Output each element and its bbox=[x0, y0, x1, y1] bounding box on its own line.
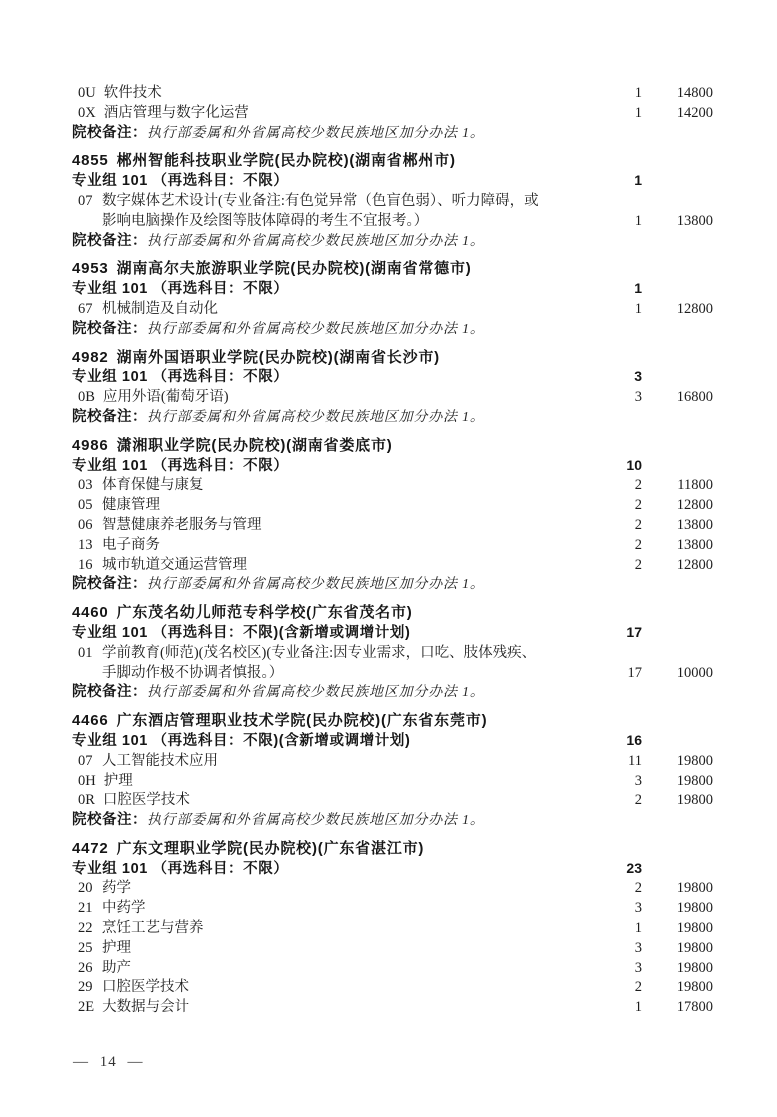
program-fee: 19800 bbox=[676, 920, 713, 937]
program-name: 机械制造及自动化 bbox=[102, 300, 218, 317]
school-code: 4982 bbox=[72, 348, 109, 366]
program-name: 口腔医学技术 bbox=[102, 792, 190, 809]
program-text bbox=[72, 496, 602, 516]
program-fee: 17800 bbox=[676, 999, 713, 1016]
program-text bbox=[72, 300, 602, 320]
program-plan: 2 bbox=[634, 556, 642, 573]
program-fee: 13800 bbox=[676, 212, 713, 229]
program-name: 软件技术 bbox=[103, 85, 162, 101]
program-row bbox=[72, 476, 713, 496]
program-row bbox=[72, 959, 713, 979]
program-row bbox=[72, 978, 713, 998]
program-row bbox=[72, 879, 713, 899]
program-row bbox=[72, 84, 713, 104]
school-section bbox=[72, 348, 713, 428]
major-group-label: 专业组 101 （再选科目：不限)(含新增或调增计划) bbox=[72, 732, 411, 749]
program-name: 智慧健康养老服务与管理 bbox=[102, 516, 262, 533]
program-code: 07 bbox=[78, 192, 93, 209]
program-name: 中药学 bbox=[102, 900, 146, 917]
program-code: 03 bbox=[78, 477, 93, 494]
program-code: 25 bbox=[78, 939, 93, 956]
program-text bbox=[72, 919, 602, 939]
school-section bbox=[72, 436, 713, 595]
major-group-label: 专业组 101 （再选科目：不限） bbox=[72, 281, 289, 298]
school-header bbox=[72, 711, 713, 731]
program-row bbox=[72, 791, 713, 811]
remark-label: 院校备注： bbox=[72, 408, 147, 425]
major-group-label: 专业组 101 （再选科目：不限)(含新增或调增计划) bbox=[72, 624, 411, 641]
program-fee: 11800 bbox=[677, 477, 713, 494]
program-code: 0B bbox=[78, 389, 95, 406]
remark bbox=[72, 124, 602, 144]
program-plan: 3 bbox=[634, 772, 642, 789]
major-group-row bbox=[72, 456, 713, 477]
remark bbox=[72, 408, 602, 428]
program-code: 06 bbox=[78, 516, 93, 533]
school-name: 潇湘职业学院(民办院校)(湖南省娄底市) bbox=[116, 436, 393, 454]
school-header bbox=[72, 839, 713, 859]
remark-text: 执行部委属和外省属高校少数民族地区加分办法 1。 bbox=[147, 125, 485, 141]
program-code: 29 bbox=[78, 979, 93, 996]
program-fee: 13800 bbox=[676, 516, 713, 533]
program-code: 0U bbox=[78, 85, 96, 101]
program-row bbox=[72, 664, 713, 684]
remark bbox=[72, 811, 602, 831]
school-section bbox=[72, 839, 713, 1018]
remark-text: 执行部委属和外省属高校少数民族地区加分办法 1。 bbox=[147, 233, 485, 249]
major-group-row bbox=[72, 279, 713, 300]
program-fee: 19800 bbox=[676, 939, 713, 956]
program-fee: 19800 bbox=[676, 959, 713, 976]
program-code: 2E bbox=[78, 999, 95, 1016]
remark-row bbox=[72, 408, 713, 428]
remark-text: 执行部委属和外省属高校少数民族地区加分办法 1。 bbox=[147, 409, 485, 425]
remark-row bbox=[72, 124, 713, 144]
program-text bbox=[72, 791, 602, 811]
major-group-row bbox=[72, 859, 713, 880]
program-fee: 19800 bbox=[676, 900, 713, 917]
school-name: 湖南外国语职业学院(民办院校)(湖南省长沙市) bbox=[116, 348, 440, 366]
program-text bbox=[72, 516, 602, 536]
program-name: 护理 bbox=[102, 939, 131, 956]
program-code: 67 bbox=[78, 300, 93, 317]
program-code: 0X bbox=[78, 104, 96, 121]
program-fee: 12800 bbox=[676, 497, 713, 514]
major-group-row bbox=[72, 367, 713, 388]
program-fee: 14200 bbox=[676, 104, 713, 121]
remark bbox=[72, 232, 602, 252]
school-header bbox=[72, 436, 713, 456]
program-text bbox=[72, 899, 602, 919]
admission-list bbox=[72, 84, 713, 1018]
program-name: 酒店管理与数字化运营 bbox=[103, 104, 249, 121]
program-row bbox=[72, 536, 713, 556]
remark-row bbox=[72, 683, 713, 703]
program-name: 影响电脑操作及绘图等肢体障碍的考生不宜报考。） bbox=[102, 212, 429, 229]
program-plan: 11 bbox=[628, 752, 642, 769]
group-plan-total: 1 bbox=[634, 172, 642, 189]
major-group-label: 专业组 101 （再选科目：不限） bbox=[72, 173, 289, 190]
school-name: 郴州智能科技职业学院(民办院校)(湖南省郴州市) bbox=[116, 152, 456, 170]
remark bbox=[72, 320, 602, 340]
remark-label: 院校备注： bbox=[72, 684, 147, 701]
program-plan: 2 bbox=[634, 497, 642, 514]
program-row bbox=[72, 192, 713, 212]
program-row bbox=[72, 388, 713, 408]
program-name: 护理 bbox=[103, 772, 133, 789]
remark-label: 院校备注： bbox=[72, 576, 147, 593]
program-text bbox=[72, 388, 602, 408]
program-code: 26 bbox=[78, 959, 93, 976]
group-plan-total: 16 bbox=[626, 731, 642, 748]
school-name: 广东茂名幼儿师范专科学校(广东省茂名市) bbox=[116, 604, 413, 622]
remark bbox=[72, 575, 602, 595]
program-plan: 2 bbox=[634, 792, 642, 809]
program-fee: 19800 bbox=[676, 752, 713, 769]
program-fee: 10000 bbox=[676, 664, 713, 681]
program-text bbox=[72, 644, 602, 664]
program-fee: 19800 bbox=[676, 880, 713, 897]
group-plan-total: 3 bbox=[634, 368, 642, 385]
program-name: 烹饪工艺与营养 bbox=[102, 920, 204, 937]
program-plan: 2 bbox=[634, 880, 642, 897]
program-name-continued bbox=[72, 664, 602, 684]
program-code: 21 bbox=[78, 900, 93, 917]
program-plan: 2 bbox=[634, 477, 642, 494]
program-code: 0H bbox=[78, 772, 96, 789]
remark-label: 院校备注： bbox=[72, 320, 147, 337]
program-text bbox=[72, 978, 602, 998]
program-code: 16 bbox=[78, 556, 93, 573]
program-name: 助产 bbox=[102, 959, 131, 976]
school-section bbox=[72, 259, 713, 339]
program-row bbox=[72, 939, 713, 959]
program-code: 07 bbox=[78, 752, 93, 769]
program-plan: 1 bbox=[634, 920, 642, 937]
program-plan: 1 bbox=[634, 212, 642, 229]
program-row bbox=[72, 998, 713, 1018]
major-group-row bbox=[72, 171, 713, 192]
program-code: 20 bbox=[78, 880, 93, 897]
program-name: 电子商务 bbox=[102, 536, 160, 553]
program-plan: 1 bbox=[634, 999, 642, 1016]
major-group-row bbox=[72, 623, 713, 644]
school-code: 4460 bbox=[72, 604, 109, 622]
program-text bbox=[72, 104, 602, 124]
school-name: 广东文理职业学院(民办院校)(广东省湛江市) bbox=[116, 839, 425, 857]
school-code: 4466 bbox=[72, 712, 109, 730]
group-plan-total: 1 bbox=[634, 280, 642, 297]
program-name: 体育保健与康复 bbox=[102, 477, 204, 494]
program-fee: 19800 bbox=[676, 979, 713, 996]
program-fee: 19800 bbox=[676, 792, 713, 809]
program-fee: 13800 bbox=[676, 536, 713, 553]
program-plan: 3 bbox=[634, 939, 642, 956]
program-fee: 12800 bbox=[676, 300, 713, 317]
program-text bbox=[72, 752, 602, 772]
group-plan-total: 17 bbox=[626, 623, 642, 640]
program-name: 健康管理 bbox=[102, 497, 160, 514]
remark-label: 院校备注： bbox=[72, 812, 147, 829]
school-code: 4855 bbox=[72, 152, 109, 170]
remark-label: 院校备注： bbox=[72, 232, 147, 249]
program-name: 人工智能技术应用 bbox=[102, 752, 218, 769]
major-group-label: 专业组 101 （再选科目：不限） bbox=[72, 457, 289, 474]
remark-text: 执行部委属和外省属高校少数民族地区加分办法 1。 bbox=[147, 577, 485, 593]
group-plan-total: 10 bbox=[626, 456, 642, 473]
page-footer bbox=[73, 1054, 144, 1071]
school-name: 湖南高尔夫旅游职业学院(民办院校)(湖南省常德市) bbox=[116, 260, 472, 278]
school-name: 广东酒店管理职业技术学院(民办院校)(广东省东莞市) bbox=[116, 712, 488, 730]
program-plan: 3 bbox=[634, 900, 642, 917]
program-name: 药学 bbox=[102, 880, 131, 897]
program-text bbox=[72, 879, 602, 899]
program-fee: 12800 bbox=[676, 556, 713, 573]
program-text bbox=[72, 476, 602, 496]
program-row bbox=[72, 919, 713, 939]
program-text bbox=[72, 939, 602, 959]
program-plan: 17 bbox=[627, 664, 642, 681]
program-text bbox=[72, 959, 602, 979]
remark-row bbox=[72, 575, 713, 595]
program-code: 13 bbox=[78, 536, 93, 553]
school-section bbox=[72, 151, 713, 251]
program-plan: 2 bbox=[634, 536, 642, 553]
program-row bbox=[72, 516, 713, 536]
program-row bbox=[72, 772, 713, 792]
program-text bbox=[72, 84, 602, 104]
program-name: 应用外语(葡萄牙语) bbox=[102, 389, 229, 406]
program-row bbox=[72, 496, 713, 516]
program-name: 大数据与会计 bbox=[102, 999, 190, 1016]
program-plan: 1 bbox=[634, 104, 642, 121]
remark-row bbox=[72, 811, 713, 831]
program-plan: 2 bbox=[634, 516, 642, 533]
program-plan: 3 bbox=[634, 389, 642, 406]
school-code: 4986 bbox=[72, 436, 109, 454]
remark-row bbox=[72, 320, 713, 340]
program-text bbox=[72, 772, 602, 792]
major-group-label: 专业组 101 （再选科目：不限） bbox=[72, 860, 289, 877]
program-text bbox=[72, 192, 602, 212]
school-section bbox=[72, 711, 713, 831]
program-name: 手脚动作极不协调者慎报。） bbox=[102, 664, 284, 681]
program-name: 学前教育(师范)(茂名校区)(专业备注:因专业需求，口吃、肢体残疾、 bbox=[102, 644, 537, 661]
school-section bbox=[72, 603, 713, 703]
major-group-row bbox=[72, 731, 713, 752]
program-fee: 16800 bbox=[676, 389, 713, 406]
program-row bbox=[72, 300, 713, 320]
school-header bbox=[72, 348, 713, 368]
program-code: 05 bbox=[78, 497, 93, 514]
program-fee: 14800 bbox=[676, 85, 713, 101]
school-section bbox=[72, 84, 713, 143]
school-header bbox=[72, 151, 713, 171]
program-row bbox=[72, 644, 713, 664]
program-row bbox=[72, 556, 713, 576]
program-text bbox=[72, 536, 602, 556]
program-code: 22 bbox=[78, 920, 93, 937]
program-row bbox=[72, 212, 713, 232]
program-name: 城市轨道交通运营管理 bbox=[102, 556, 247, 573]
program-plan: 1 bbox=[634, 85, 642, 101]
remark bbox=[72, 683, 602, 703]
program-text bbox=[72, 998, 602, 1018]
program-row bbox=[72, 104, 713, 124]
remark-text: 执行部委属和外省属高校少数民族地区加分办法 1。 bbox=[147, 321, 485, 337]
program-text bbox=[72, 556, 602, 576]
program-plan: 1 bbox=[634, 300, 642, 317]
program-code: 01 bbox=[78, 644, 93, 661]
program-name: 数字媒体艺术设计(专业备注:有色觉异常（色盲色弱）、听力障碍，或 bbox=[102, 192, 539, 209]
program-name-continued bbox=[72, 212, 602, 232]
program-fee: 19800 bbox=[676, 772, 713, 789]
program-name: 口腔医学技术 bbox=[102, 979, 189, 996]
remark-row bbox=[72, 232, 713, 252]
remark-label: 院校备注： bbox=[72, 124, 147, 141]
group-plan-total: 23 bbox=[626, 859, 642, 876]
program-plan: 2 bbox=[634, 979, 642, 996]
school-code: 4472 bbox=[72, 839, 109, 857]
program-plan: 3 bbox=[634, 959, 642, 976]
program-code: 0R bbox=[78, 792, 95, 809]
major-group-label: 专业组 101 （再选科目：不限） bbox=[72, 369, 289, 386]
program-row bbox=[72, 899, 713, 919]
school-header bbox=[72, 259, 713, 279]
school-header bbox=[72, 603, 713, 623]
program-row bbox=[72, 752, 713, 772]
remark-text: 执行部委属和外省属高校少数民族地区加分办法 1。 bbox=[147, 685, 485, 701]
page-number: — 14 — bbox=[73, 1054, 144, 1070]
remark-text: 执行部委属和外省属高校少数民族地区加分办法 1。 bbox=[147, 813, 485, 829]
school-code: 4953 bbox=[72, 260, 109, 278]
